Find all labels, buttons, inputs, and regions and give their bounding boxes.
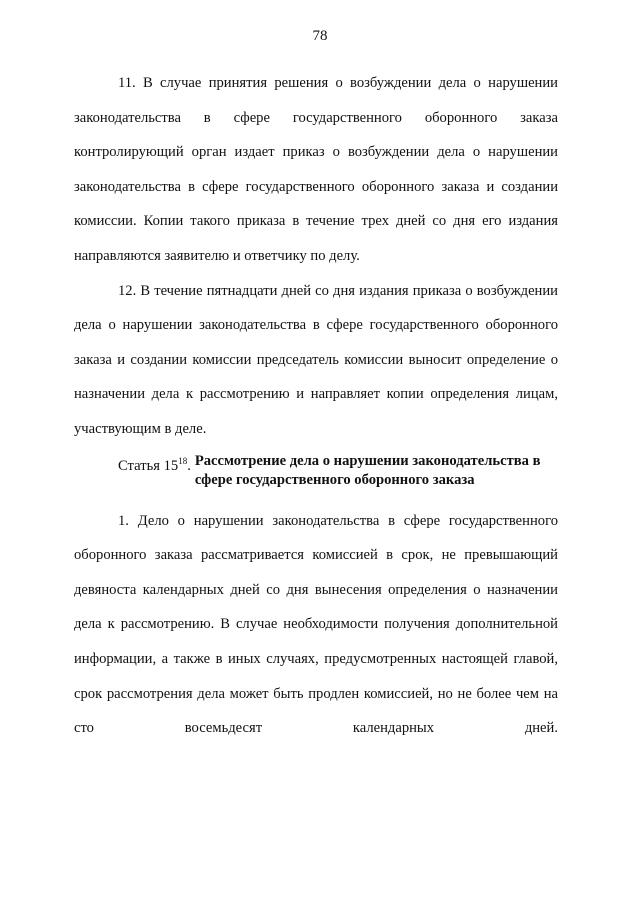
article-number-suffix: . xyxy=(187,457,191,474)
document-body xyxy=(74,66,558,746)
article-number-superscript: 18 xyxy=(178,455,188,466)
article-number-prefix: Статья 15 xyxy=(118,457,179,474)
paragraph-11: 11. В случае принятия решения о возбуждении дела о нарушении законодательства в сфере государственного оборонного заказа контролирующий орган издает приказ о возбуждении дела о нарушении законодательства в сфере государственного оборонного заказа и создании комиссии. Копии такого приказа в течение трех дней со дня его издания направляются заявителю и ответчику по делу. xyxy=(74,75,558,264)
paragraph-12: 12. В течение пятнадцати дней со дня издания приказа о возбуждении дела о нарушении законодательства в сфере государственного оборонного заказа и создании комиссии председатель комиссии выносит определение о назначении дела к рассмотрению и направляет копии определения лицам, участвующим в деле. xyxy=(74,282,558,437)
article-number xyxy=(74,452,191,490)
article-paragraph-1: 1. Дело о нарушении законодательства в сфере государственного оборонного заказа рассматривается комиссией в срок, не превышающий девяноста календарных дней со дня вынесения определения о назначении дела к рассмотрению. В случае необходимости получения дополнительной информации, а также в иных случаях, предусмотренных настоящей главой, срок рассмотрения дела может быть продлен комиссией, но не более чем на сто восемьдесят календарных дней. xyxy=(74,512,558,737)
article-title: Рассмотрение дела о нарушении законодательства в сфере государственного оборонного заказа xyxy=(194,452,541,488)
article-heading xyxy=(74,452,558,490)
page-number: 78 xyxy=(312,28,328,44)
